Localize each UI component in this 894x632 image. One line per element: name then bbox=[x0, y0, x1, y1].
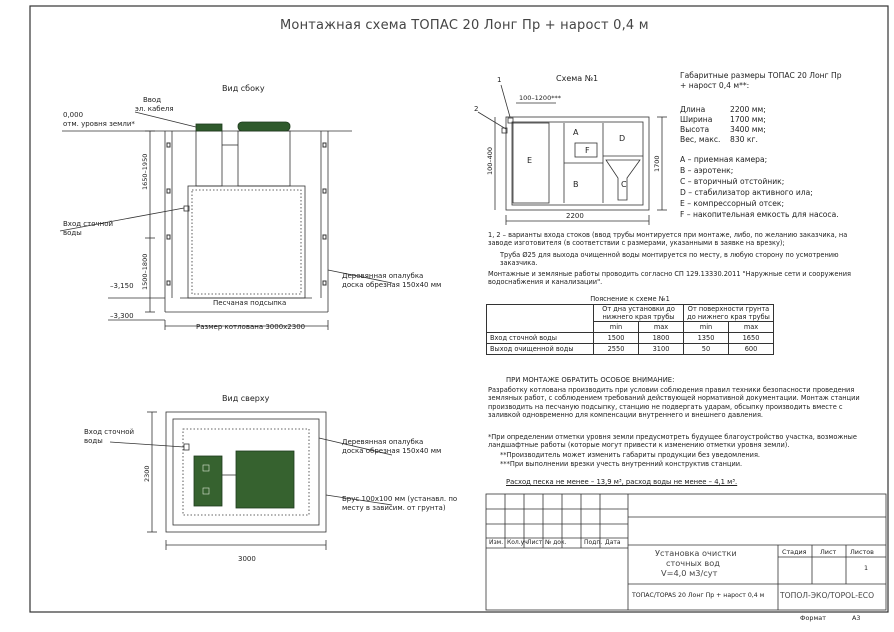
table-caption: Пояснение к схеме №1 bbox=[487, 294, 774, 305]
legend-item: С – вторичный отстойник; bbox=[680, 177, 785, 186]
ground-level-value: 0,000 bbox=[63, 111, 84, 119]
spec-value: 3400 мм; bbox=[730, 125, 766, 134]
stamp-col: Подп. bbox=[584, 539, 603, 546]
row-label: Вход сточной воды bbox=[487, 333, 594, 344]
sand-base-label: Песчаная подсыпка bbox=[213, 299, 287, 307]
stamp-sheet-label: Лист bbox=[820, 548, 837, 556]
section-a-label: A bbox=[573, 128, 579, 137]
cable-label-1: Ввод bbox=[143, 96, 162, 104]
scheme-mark-1: 1 bbox=[497, 76, 502, 84]
scheme-mark-2: 2 bbox=[474, 105, 479, 113]
specs-heading-1: Габаритные размеры ТОПАС 20 Лонг Пр bbox=[680, 71, 842, 80]
top-dim-width: 3000 bbox=[238, 555, 256, 563]
section-d-label: D bbox=[619, 134, 626, 143]
stamp-name-1: Установка очистки bbox=[655, 548, 737, 558]
stamp-col: Изм. bbox=[489, 539, 504, 546]
cell: 1350 bbox=[684, 333, 729, 344]
row-label: Выход очищенной воды bbox=[487, 344, 594, 355]
format-value: А3 bbox=[852, 614, 861, 622]
beam-label-2: месту в зависим. от грунта) bbox=[342, 504, 446, 512]
stamp-name-3: V=4,0 м3/сут bbox=[661, 568, 718, 578]
format-label: Формат bbox=[800, 614, 826, 622]
subhead: max bbox=[729, 322, 774, 333]
scheme-dim-height: 1700 bbox=[653, 155, 661, 172]
subhead: min bbox=[684, 322, 729, 333]
level-3300: –3,300 bbox=[110, 312, 134, 320]
stamp-col: Лист bbox=[527, 539, 543, 546]
cell: 1800 bbox=[639, 333, 684, 344]
spec-label: Ширина bbox=[680, 115, 713, 124]
side-formwork-1: Деревянная опалубка bbox=[342, 272, 424, 280]
pipe-table bbox=[486, 294, 774, 355]
stamp-col: № док. bbox=[545, 539, 567, 546]
stamp-name-2: сточных вод bbox=[666, 558, 720, 568]
spec-value: 2200 мм; bbox=[730, 105, 766, 114]
spec-label: Вес, макс. bbox=[680, 135, 721, 144]
specs-heading-2: + нарост 0,4 м**: bbox=[680, 81, 750, 90]
legend-item: В – аэротенк; bbox=[680, 166, 734, 175]
section-e-label: E bbox=[527, 156, 533, 165]
attention-text: Разработку котлована производить при условии соблюдения правил техники безопасности проведения земляных работ, с соблюдением требований действующей нормативной документации. Монтаж станции производить на песчаную подсыпку, станцию не подвергать ударам, обсыпку производить вместе с заливкой одновременно для компенсации внутреннего и внешнего давления. bbox=[488, 386, 860, 420]
table-row bbox=[487, 333, 774, 344]
top-inlet-label-1: Вход сточной bbox=[84, 428, 135, 436]
scheme-dim-width: 2200 bbox=[566, 212, 584, 220]
col-group-1: От дна установки до нижнего края трубы bbox=[594, 305, 684, 322]
legend-item: Е – компрессорный отсек; bbox=[680, 199, 785, 208]
top-view-heading: Вид сверху bbox=[222, 394, 270, 403]
legend-item: А – приемная камера; bbox=[680, 155, 768, 164]
beam-label-1: Брус 100х100 мм (устанавл. по bbox=[342, 495, 458, 503]
scheme-heading: Схема №1 bbox=[556, 74, 599, 83]
stamp-stage-label: Стадия bbox=[782, 548, 807, 556]
legend-item: F – накопительная емкость для насоса. bbox=[680, 210, 839, 219]
inlet-label-2: воды bbox=[63, 229, 82, 237]
attention-title: ПРИ МОНТАЖЕ ОБРАТИТЬ ОСОБОЕ ВНИМАНИЕ: bbox=[506, 376, 675, 384]
stamp-col: Кол.уч bbox=[507, 539, 528, 546]
inlet-label-1: Вход сточной bbox=[63, 220, 114, 228]
top-formwork-2: доска обрезная 150х40 мм bbox=[342, 447, 442, 455]
cell: 50 bbox=[684, 344, 729, 355]
cell: 3100 bbox=[639, 344, 684, 355]
drawing-title: Монтажная схема ТОПАС 20 Лонг Пр + нарост 0,4 м bbox=[280, 18, 649, 33]
star-note-1: *При определении отметки уровня земли предусмотреть будущее благоустройство участка, возможные ландшафтные работы (которые могут привести к изменению отметки уровня земли). bbox=[488, 433, 857, 450]
cell: 2550 bbox=[594, 344, 639, 355]
spec-label: Длина bbox=[680, 105, 706, 114]
level-3150: –3,150 bbox=[110, 282, 134, 290]
side-formwork-2: доска обрезная 150х40 мм bbox=[342, 281, 442, 289]
subhead: min bbox=[594, 322, 639, 333]
subhead: max bbox=[639, 322, 684, 333]
stamp-product: ТОПАС/TOPAS 20 Лонг Пр + нарост 0,4 м bbox=[632, 592, 765, 599]
side-view-heading: Вид сбоку bbox=[222, 84, 265, 93]
side-dim-upper: 1650–1950 bbox=[141, 153, 149, 190]
cell: 1500 bbox=[594, 333, 639, 344]
pit-size-label: Размер котлована 3000х2300 bbox=[196, 323, 306, 331]
section-b-label: B bbox=[573, 180, 579, 189]
side-dim-lower: 1500–1800 bbox=[141, 253, 149, 290]
legend-item: D – стабилизатор активного ила; bbox=[680, 188, 813, 197]
section-c-label: C bbox=[621, 180, 627, 189]
star-note-3: ***При выполнении врезки учесть внутренний конструктив станции. bbox=[500, 460, 743, 468]
stamp-sheets-label: Листов bbox=[850, 548, 874, 556]
star-note-2: **Производитель может изменить габариты продукции без уведомления. bbox=[500, 451, 761, 459]
scheme-dim-left: 100–400 bbox=[486, 146, 494, 175]
scheme-dim-top: 100–1200*** bbox=[519, 94, 561, 102]
section-f-label: F bbox=[585, 146, 590, 155]
table-row bbox=[487, 344, 774, 355]
note-2: Труба Ø25 для выхода очищенной воды монтируется по месту, в любую сторону по усмотрению заказчика. bbox=[500, 251, 839, 268]
note-3: Монтажные и земляные работы проводить согласно СП 129.13330.2011 "Наружные сети и сооружения водоснабжения и канализации". bbox=[488, 270, 851, 287]
spec-label: Высота bbox=[680, 125, 710, 134]
top-dim-height: 2300 bbox=[143, 465, 151, 482]
top-formwork-1: Деревянная опалубка bbox=[342, 438, 424, 446]
note-1: 1, 2 – варианты входа стоков (ввод трубы монтируется при монтаже, либо, по желанию заказчика, на заводе изготовителя (в соответствии с размерами, указанными в заявке на врезку); bbox=[488, 231, 848, 248]
consumption-note: Расход песка не менее – 13,9 м³, расход воды не менее – 4,1 м³. bbox=[506, 478, 738, 486]
stamp-sheets-value: 1 bbox=[864, 564, 869, 572]
ground-level-label: отм. уровня земли* bbox=[63, 120, 135, 128]
col-group-2: От поверхности грунта до нижнего края трубы bbox=[684, 305, 774, 322]
cell: 600 bbox=[729, 344, 774, 355]
cable-label-2: эл. кабеля bbox=[135, 105, 174, 113]
stamp-company: ТОПОЛ-ЭКО/TOPOL-ECO bbox=[780, 591, 875, 600]
spec-value: 830 кг. bbox=[730, 135, 758, 144]
top-inlet-label-2: воды bbox=[84, 437, 103, 445]
spec-value: 1700 мм; bbox=[730, 115, 766, 124]
cell: 1650 bbox=[729, 333, 774, 344]
stamp-col: Дата bbox=[605, 539, 621, 546]
